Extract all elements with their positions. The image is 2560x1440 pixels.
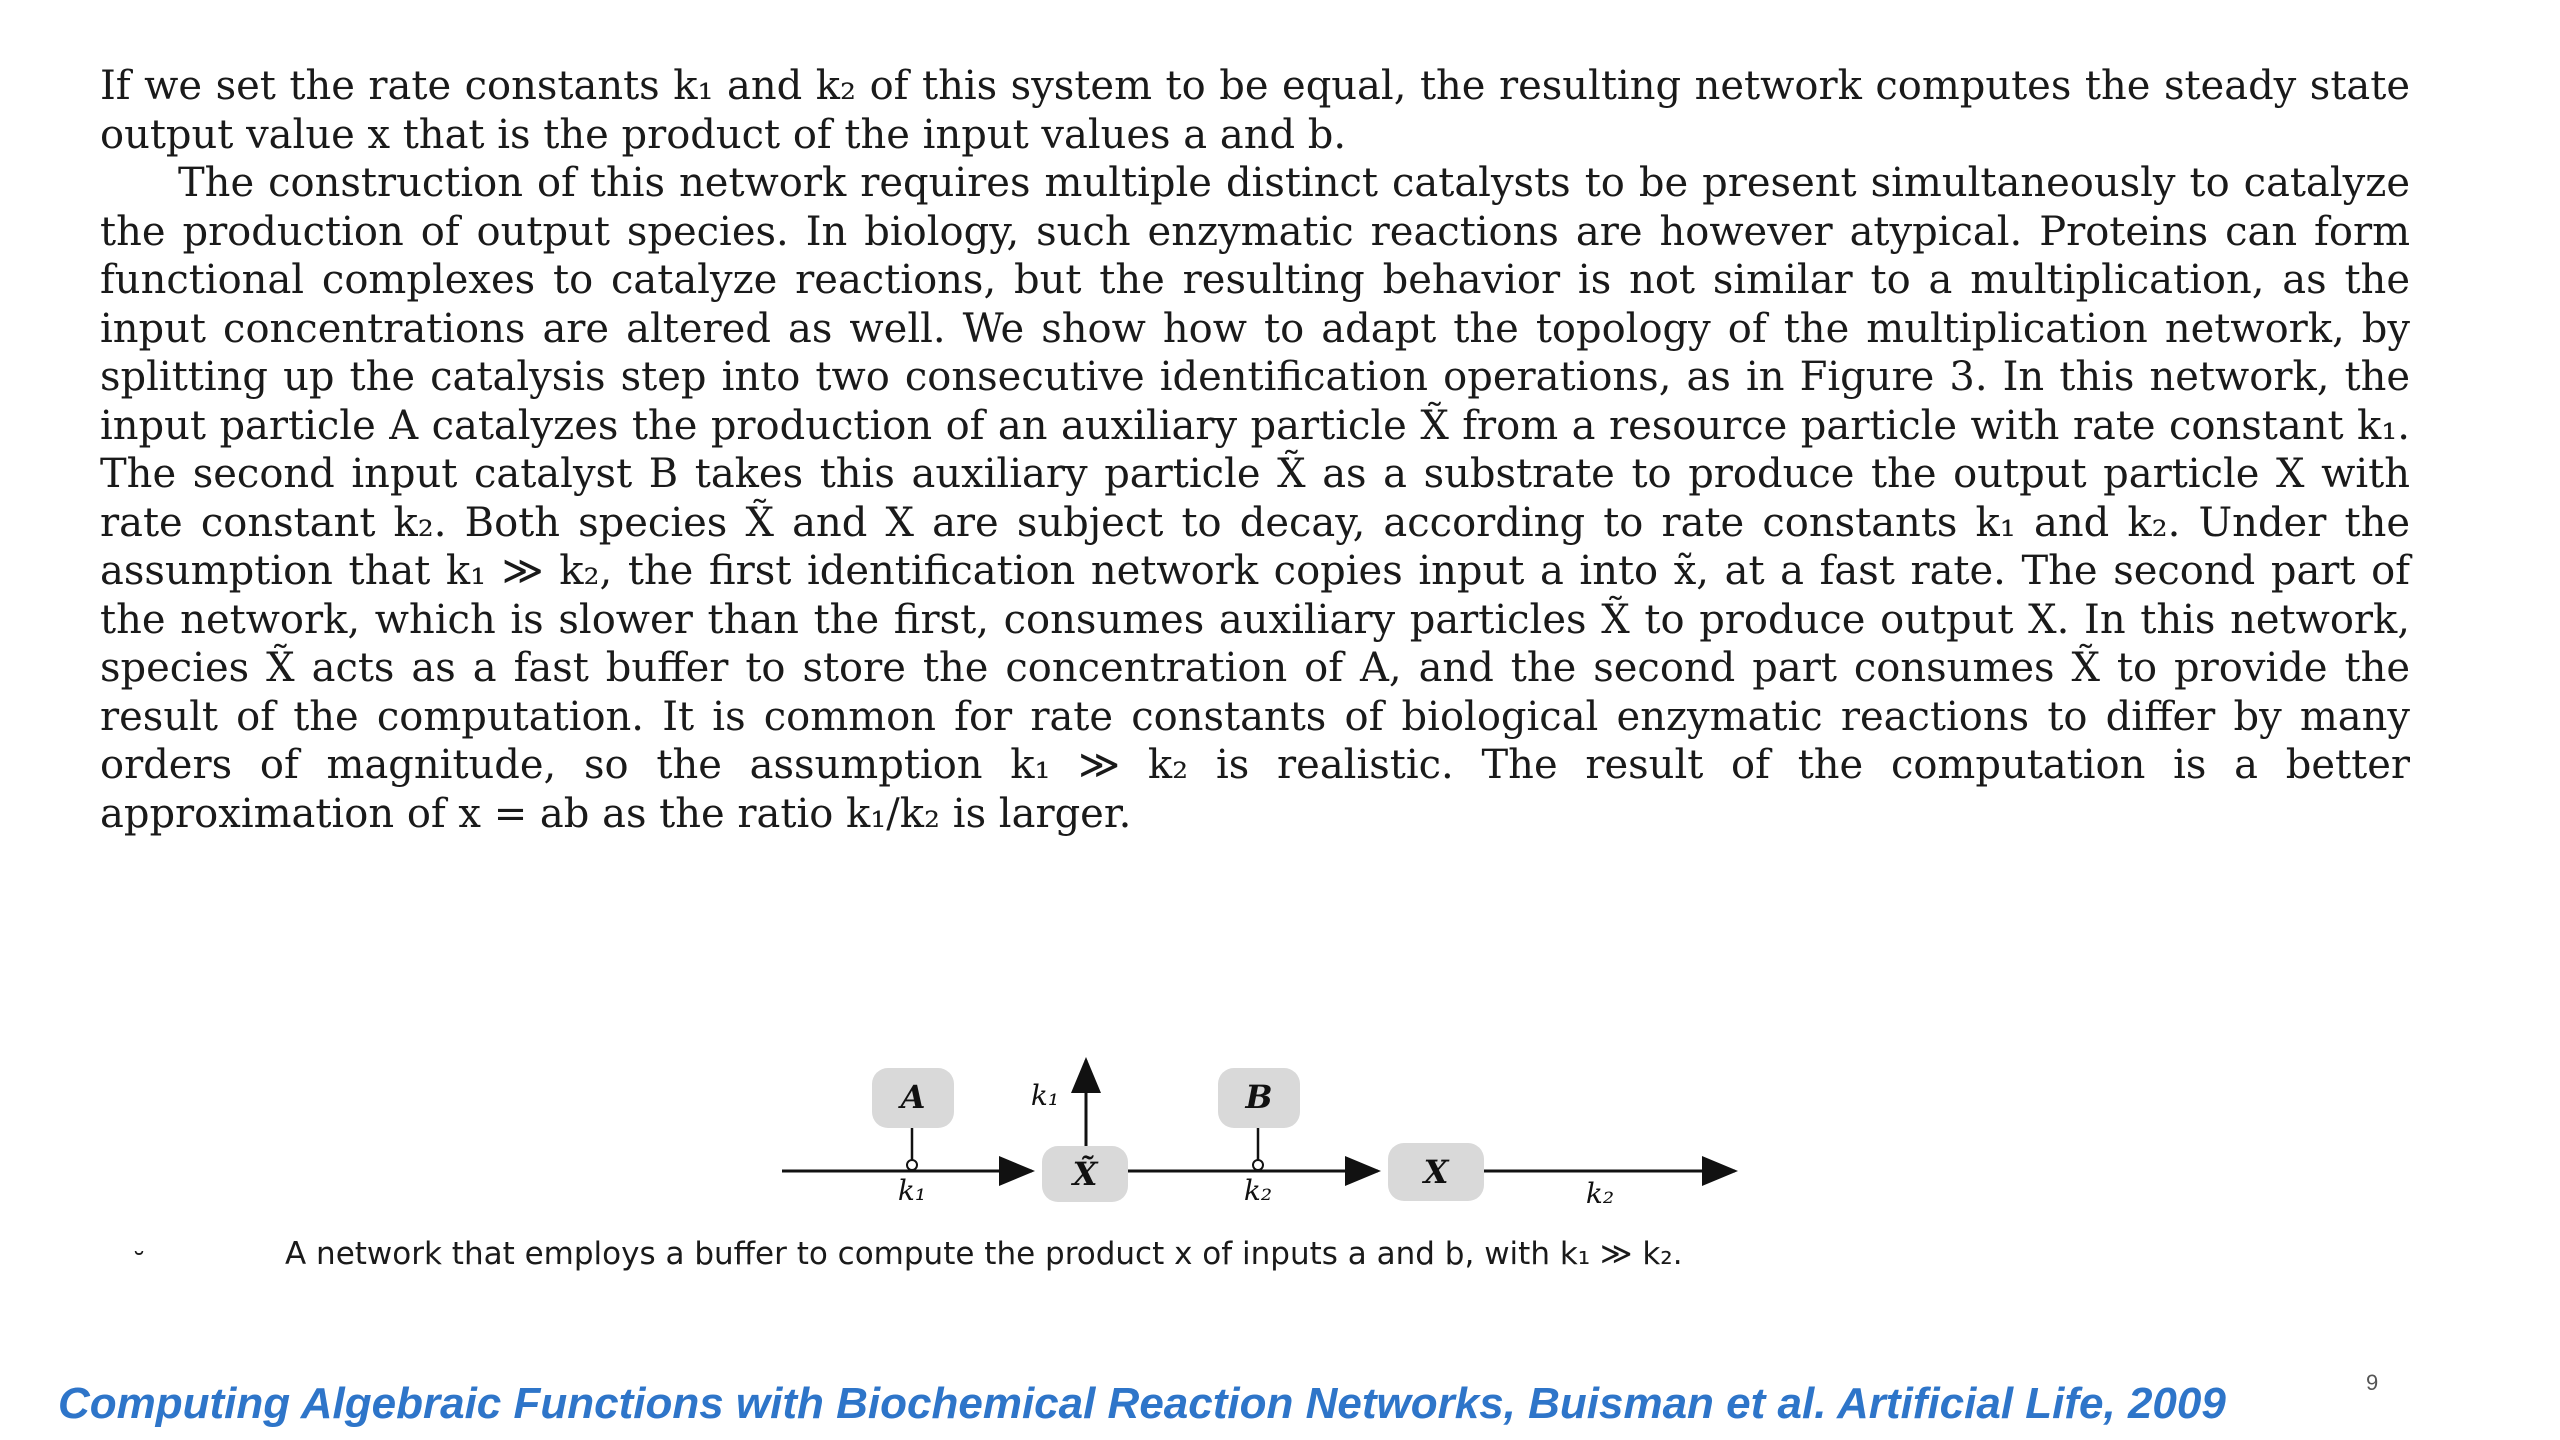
reaction-network-diagram — [760, 1040, 1740, 1230]
paragraph-2: The construction of this network requires multiple distinct catalysts to be present simultaneously to catalyze the production of output species. In biology, such enzymatic reactions are however atypical. Proteins can form functional complexes to catalyze reactions, but the resulting behavior is not similar to a multiplication, as the input concentrations are altered as well. We show how to adapt the topology of the multiplication network, by splitting up the catalysis step into two consecutive identification operations, as in Figure 3. In this network, the input particle A catalyzes the production of an auxiliary particle X̃ from a resource particle with rate constant k₁. The second input catalyst B takes this auxiliary particle X̃ as a substrate to produce the output particle X with rate constant k₂. Both species X̃ and X are subject to decay, according to rate constants k₁ and k₂. Under the assumption that k₁ ≫ k₂, the first identification network copies input a into x̃, at a fast rate. The second part of the network, which is slower than the first, consumes auxiliary particles X̃ to produce output X. In this network, species X̃ acts as a fast buffer to store the concentration of A, and the second part consumes X̃ to provide the result of the computation. It is common for rate constants of biological enzymatic reactions to differ by many orders of magnitude, so the assumption k₁ ≫ k₂ is realistic. The result of the computation is a better approximation of x = ab as the ratio k₁/k₂ is larger. — [100, 160, 2410, 837]
catalysis-marker-a — [907, 1160, 917, 1170]
node-a-label: A — [900, 1078, 926, 1116]
figure-caption: A network that employs a buffer to compute the product x of inputs a and b, with k₁ ≫ k₂. — [285, 1236, 1683, 1272]
rate-label-k1: k₁ — [897, 1174, 927, 1207]
page-number: 9 — [2366, 1370, 2379, 1395]
paragraph-1: If we set the rate constants k₁ and k₂ of this system to be equal, the resulting network computes the steady state output value x that is the product of the input values a and b. — [100, 63, 2410, 158]
node-xtilde-label: X̃ — [1072, 1155, 1098, 1193]
catalysis-marker-b — [1253, 1160, 1263, 1170]
node-x-label: X — [1423, 1153, 1449, 1191]
caption-mark: ˘ — [132, 1247, 146, 1280]
rate-label-k1-decay: k₁ — [1030, 1079, 1060, 1112]
rate-label-k2: k₂ — [1243, 1174, 1273, 1207]
rate-label-k2-decay: k₂ — [1585, 1177, 1615, 1210]
body-text — [100, 62, 2410, 838]
citation: Computing Algebraic Functions with Biochemical Reaction Networks, Buisman et al. Artificial Life, 2009 — [58, 1379, 2226, 1428]
node-b-label: B — [1245, 1078, 1273, 1116]
